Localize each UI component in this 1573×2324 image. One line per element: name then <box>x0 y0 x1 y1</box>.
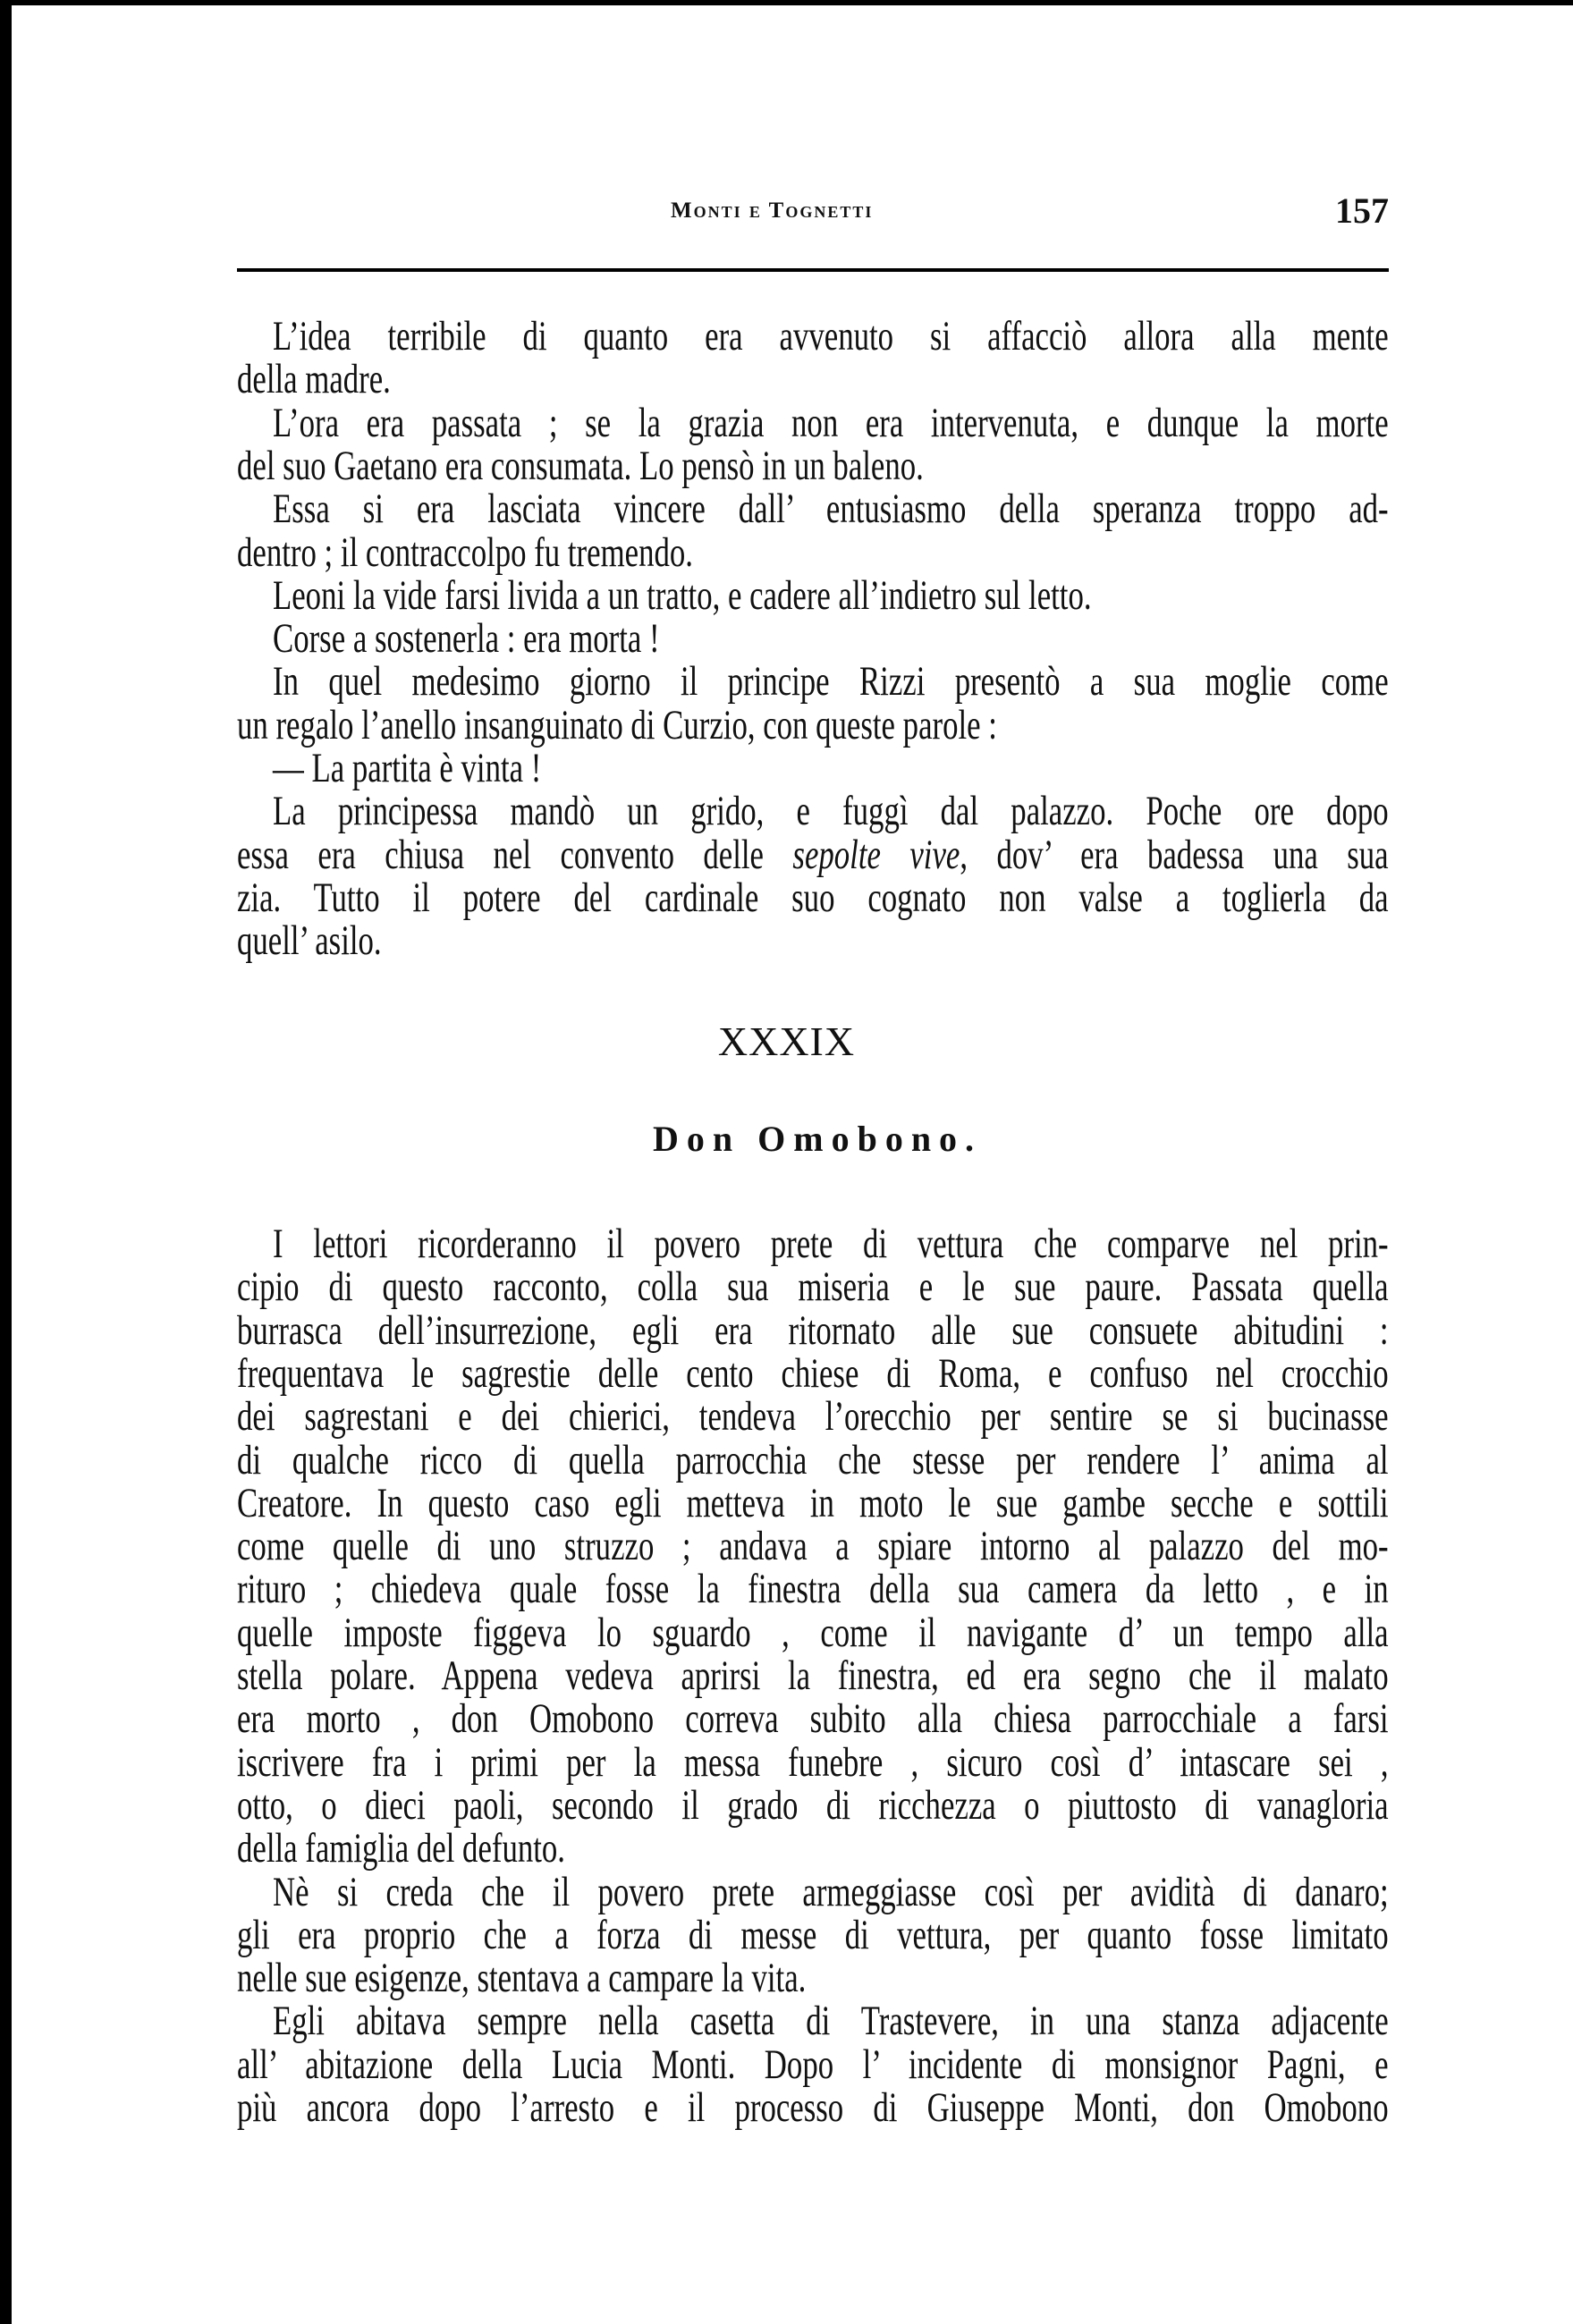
text-line: frequentava le sagrestie delle cento chiese di Roma, e confuso nel crocchio <box>237 1349 1389 1397</box>
text-line: essa era chiusa nel convento delle sepolte vive, dov’ era badessa una sua <box>237 831 1389 878</box>
text-line: Corse a sostenerla : era morta ! <box>273 615 660 663</box>
text-line: nelle sue esigenze, stentava a campare la vita. <box>237 1955 807 2002</box>
chapter-number: XXXIX <box>717 1018 856 1064</box>
text-line: stella polare. Appena vedeva aprirsi la finestra, ed era segno che il malato <box>237 1652 1389 1699</box>
text-line: Essa si era lasciata vincere dall’ entusiasmo della speranza troppo ad- <box>273 486 1389 533</box>
text-line: In quel medesimo giorno il principe Rizzi presentò a sua moglie come <box>273 658 1389 706</box>
chapter-title: Don Omobono. <box>653 1119 983 1159</box>
text-line: un regalo l’anello insanguinato di Curzio, con queste parole : <box>237 701 997 748</box>
text-line: come quelle di uno struzzo ; andava a spiare intorno al palazzo del mo- <box>237 1523 1389 1570</box>
text-line: del suo Gaetano era consumata. Lo pensò in un baleno. <box>237 442 924 489</box>
text-line: burrasca dell’insurrezione, egli era ritornato alle sue consuete abitudini : <box>237 1306 1389 1354</box>
page-top-edge <box>0 0 1573 5</box>
text-line: quell’ asilo. <box>237 917 382 965</box>
text-line: di qualche ricco di quella parrocchia che stesse per rendere l’ anima al <box>237 1436 1389 1483</box>
text-line: all’ abitazione della Lucia Monti. Dopo l’ incidente di monsignor Pagni, e <box>237 2041 1389 2088</box>
text-line: rituro ; chiedeva quale fosse la finestra della sua camera da letto , e in <box>237 1566 1389 1613</box>
text-line: iscrivere fra i primi per la messa funebre , sicuro così d’ intascare sei , <box>237 1738 1389 1786</box>
header-rule <box>237 268 1389 272</box>
text-line: L’ora era passata ; se la grazia non era intervenuta, e dunque la morte <box>273 399 1389 446</box>
page-number: 157 <box>1335 190 1389 231</box>
text-line: Creatore. In questo caso egli metteva in moto le sue gambe secche e sottili <box>237 1479 1389 1526</box>
text-line: L’idea terribile di quanto era avvenuto si affacciò allora alla mente <box>273 313 1389 359</box>
text-line: dei sagrestani e dei chierici, tendeva l’orecchio per sentire se si bucinasse <box>237 1393 1389 1441</box>
page-header <box>237 190 1389 234</box>
text-line: quelle imposte figgeva lo sguardo , come il navigante d’ un tempo alla <box>237 1609 1389 1656</box>
text-line: della famiglia del defunto. <box>237 1825 565 1872</box>
text-line: otto, o dieci paoli, secondo il grado di ricchezza o piuttosto di vanagloria <box>237 1781 1389 1829</box>
text-line: zia. Tutto il potere del cardinale suo cognato non valse a toglierla da <box>237 874 1389 921</box>
text-line: dentro ; il contraccolpo fu tremendo. <box>237 528 693 576</box>
running-title: Monti e Tognetti <box>671 199 874 223</box>
italic-phrase: sepolte vive <box>792 831 960 878</box>
text-line: I lettori ricorderanno il povero prete di vettura che comparve nel prin- <box>273 1221 1389 1267</box>
text-line: Egli abitava sempre nella casetta di Trastevere, in una stanza adjacente <box>273 1998 1389 2045</box>
text-line: Leoni la vide farsi livida a un tratto, e cadere all’indietro sul letto. <box>273 571 1092 619</box>
text-line: — La partita è vinta ! <box>273 745 542 791</box>
text-line: gli era proprio che a forza di messe di vettura, per quanto fosse limitato <box>237 1911 1389 1958</box>
text-line: più ancora dopo l’arresto e il processo di Giuseppe Monti, don Omobono <box>237 2084 1389 2131</box>
book-binding-edge <box>0 0 12 2324</box>
text-line: cipio di questo racconto, colla sua miseria e le sue paure. Passata quella <box>237 1263 1389 1311</box>
text-line: era morto , don Omobono correva subito alla chiesa parrocchiale a farsi <box>237 1695 1389 1743</box>
text-line: La principessa mandò un grido, e fuggì dal palazzo. Poche ore dopo <box>273 788 1389 835</box>
text-line: della madre. <box>237 356 391 403</box>
text-line: Nè si creda che il povero prete armeggiasse così per avidità di danaro; <box>273 1868 1389 1915</box>
